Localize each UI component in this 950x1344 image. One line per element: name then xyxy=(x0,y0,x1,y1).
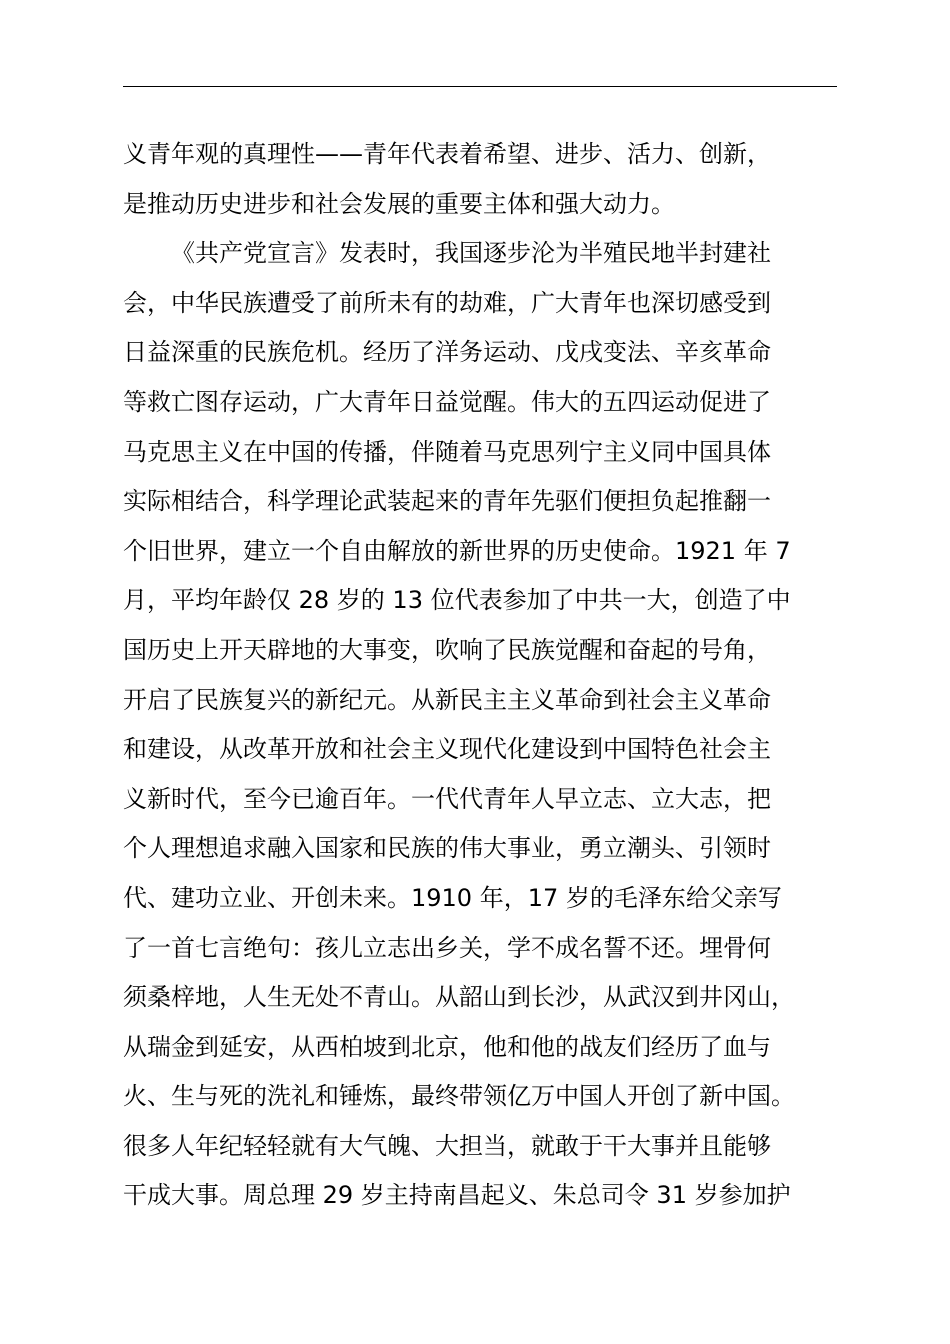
text-line: 干成大事。周总理 29 岁主持南昌起义、朱总司令 31 岁参加护 xyxy=(123,1181,791,1210)
text-line: 义新时代，至今已逾百年。一代代青年人早立志、立大志，把 xyxy=(123,784,771,813)
text-line: 月，平均年龄仅 28 岁的 13 位代表参加了中共一大，创造了中 xyxy=(123,586,791,615)
text-line: 开启了民族复兴的新纪元。从新民主主义革命到社会主义革命 xyxy=(123,685,771,714)
text-line: 须桑梓地，人生无处不青山。从韶山到长沙，从武汉到井冈山， xyxy=(123,983,795,1012)
text-line: 马克思主义在中国的传播，伴随着马克思列宁主义同中国具体 xyxy=(123,437,771,466)
text-line: 了一首七言绝句：孩儿立志出乡关，学不成名誓不还。埋骨何 xyxy=(123,933,771,962)
text-line: 等救亡图存运动，广大青年日益觉醒。伟大的五四运动促进了 xyxy=(123,387,771,416)
document-body xyxy=(123,130,839,1221)
text-line: 很多人年纪轻轻就有大气魄、大担当，就敢于干大事并且能够 xyxy=(123,1131,771,1160)
text-line: 代、建功立业、开创未来。1910 年，17 岁的毛泽东给父亲写 xyxy=(123,883,782,912)
text-line: 国历史上开天辟地的大事变，吹响了民族觉醒和奋起的号角， xyxy=(123,635,771,664)
text-line: 火、生与死的洗礼和锤炼，最终带领亿万中国人开创了新中国。 xyxy=(123,1082,795,1111)
text-line: 是推动历史进步和社会发展的重要主体和强大动力。 xyxy=(123,189,675,218)
text-line: 实际相结合，科学理论武装起来的青年先驱们便担负起推翻一 xyxy=(123,487,771,516)
text-line: 日益深重的民族危机。经历了洋务运动、戊戌变法、辛亥革命 xyxy=(123,338,771,367)
text-line: 会，中华民族遭受了前所未有的劫难，广大青年也深切感受到 xyxy=(123,288,771,317)
paragraph-start-line: 《共产党宣言》发表时，我国逐步沦为半殖民地半封建社 xyxy=(171,239,771,268)
text-line: 从瑞金到延安，从西柏坡到北京，他和他的战友们经历了血与 xyxy=(123,1032,771,1061)
header-rule xyxy=(123,86,837,87)
text-line: 个旧世界，建立一个自由解放的新世界的历史使命。1921 年 7 xyxy=(123,536,791,565)
text-line: 和建设，从改革开放和社会主义现代化建设到中国特色社会主 xyxy=(123,735,771,764)
text-line: 义青年观的真理性——青年代表着希望、进步、活力、创新， xyxy=(123,140,771,168)
text-line: 个人理想追求融入国家和民族的伟大事业，勇立潮头、引领时 xyxy=(123,834,771,863)
